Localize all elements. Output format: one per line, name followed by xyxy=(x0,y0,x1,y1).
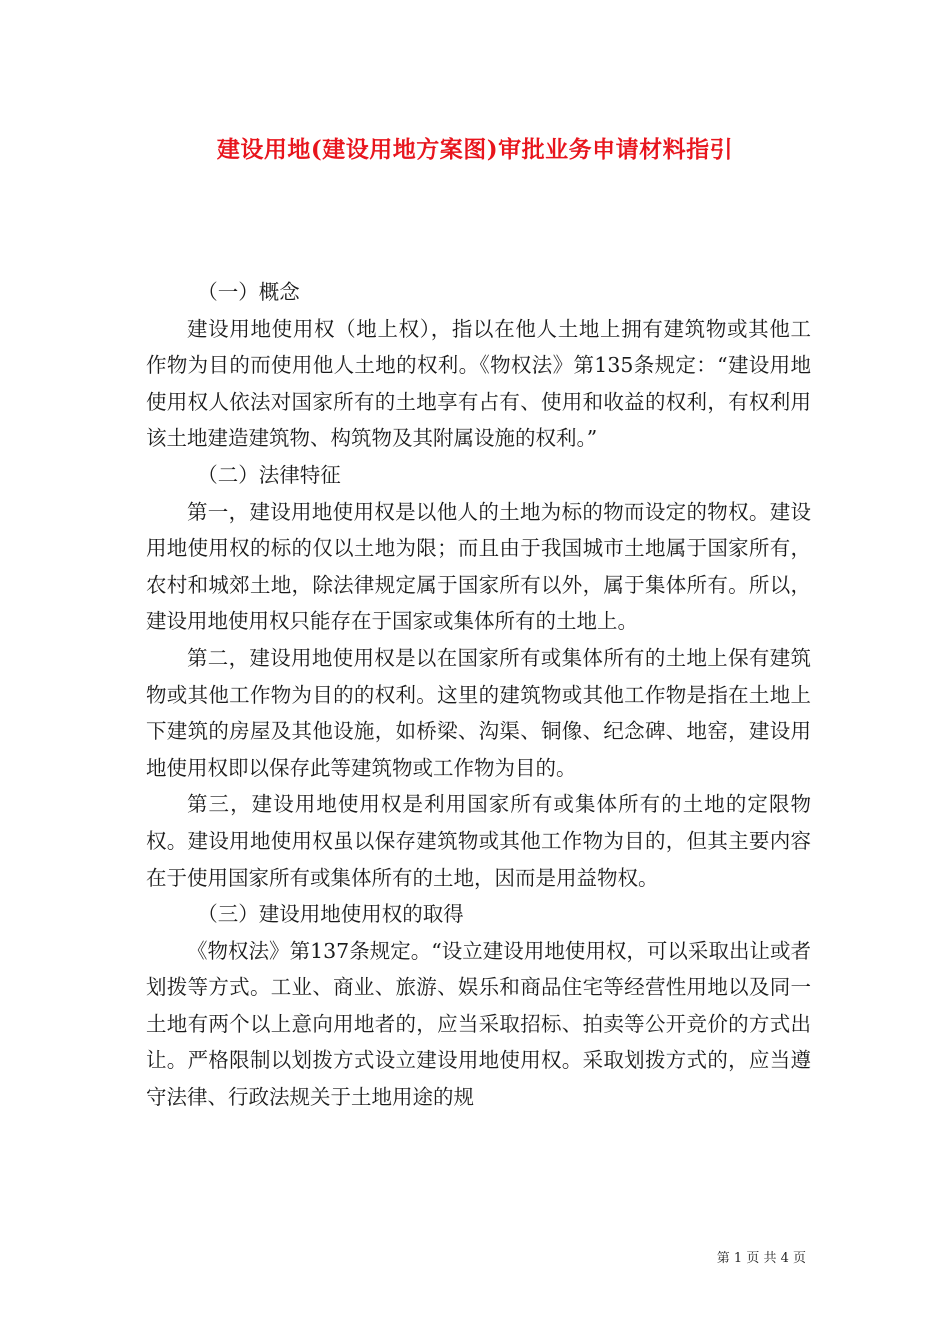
paragraph-feature-first: 第一，建设用地使用权是以他人的土地为标的物而设定的物权。建设用地使用权的标的仅以土地为限；而且由于我国城市土地属于国家所有，农村和城郊土地，除法律规定属于国家所有以外，属于集体所有。所以，建设用地使用权只能存在于国家或集体所有的土地上。 xyxy=(146,499,811,634)
document-body xyxy=(146,274,811,1116)
page-number: 第 1 页 共 4 页 xyxy=(716,1251,806,1266)
paragraph-acquisition: 《物权法》第137条规定。“设立建设用地使用权，可以采取出让或者划拨等方式。工业、商业、旅游、娱乐和商品住宅等经营性用地以及同一土地有两个以上意向用地者的，应当采取招标、拍卖等公开竞价的方式出让。严格限制以划拨方式设立建设用地使用权。采取划拨方式的，应当遵守法律、行政法规关于土地用途的规 xyxy=(146,938,811,1110)
section-heading-concept: （一）概念 xyxy=(197,280,300,304)
paragraph-definition: 建设用地使用权（地上权），指以在他人土地上拥有建筑物或其他工作物为目的而使用他人土地的权利。《物权法》第135条规定：“建设用地使用权人依法对国家所有的土地享有占有、使用和收益的权利，有权利用该土地建造建筑物、构筑物及其附属设施的权利。” xyxy=(146,316,811,451)
document-title: 建设用地(建设用地方案图)审批业务申请材料指引 xyxy=(216,136,734,163)
paragraph-feature-second: 第二，建设用地使用权是以在国家所有或集体所有的土地上保有建筑物或其他工作物为目的的权利。这里的建筑物或其他工作物是指在土地上下建筑的房屋及其他设施，如桥梁、沟渠、铜像、纪念碑、地窑，建设用地使用权即以保存此等建筑物或工作物为目的。 xyxy=(146,645,811,780)
section-heading-acquisition: （三）建设用地使用权的取得 xyxy=(197,902,464,927)
paragraph-feature-third: 第三，建设用地使用权是利用国家所有或集体所有的土地的定限物权。建设用地使用权虽以保存建筑物或其他工作物为目的，但其主要内容在于使用国家所有或集体所有的土地，因而是用益物权。 xyxy=(146,792,811,890)
section-heading-legal-features: （二）法律特征 xyxy=(197,462,341,487)
